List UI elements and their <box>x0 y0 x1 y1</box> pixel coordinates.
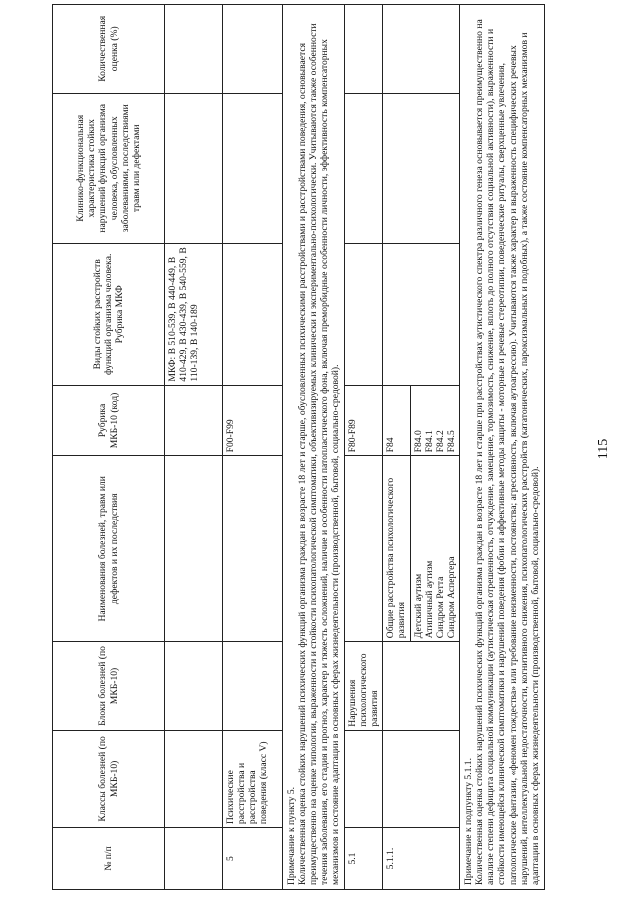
table-row-5-1 <box>345 5 383 890</box>
row511-rubric: F84 <box>383 385 411 456</box>
table-row-top <box>165 5 223 890</box>
note-5-1-1-row <box>460 5 544 890</box>
header-rubric: Рубрика МКБ-10 (код) <box>53 385 165 456</box>
subtypes-codes <box>411 385 460 456</box>
row511-name: Общие расстройства психологического развития <box>383 456 411 642</box>
header-classes: Классы болезней (по МКБ-10) <box>53 730 165 827</box>
header-quant: Количественная оценка (%) <box>53 5 165 94</box>
header-clinical: Клинико-функциональная характеристика стойких нарушений функций организма человека, обусловленных заболеваниями, последствиями травм или дефектами <box>53 93 165 243</box>
table-row-5-1-1 <box>383 5 411 890</box>
note511-title: Примечание к подпункту 5.1.1. <box>463 758 475 885</box>
note511-text: Количественная оценка стойких нарушений психических функций организма граждан в возрасте 18 лет и старше при расстройствах аутистического спектра различного генеза основывается преимущественно на анализе степени дефицита социальной коммуникации (аутистическая отрешенность, отчуждение, замещение, тормозимость, снижение, вплоть до полного отсутствия социальной активности), выраженности и стойкости имеющейся клинической симптоматики и нарушений поведения (фобии и аффективные методы защиты - моторные и речевые стереотипии, поведенческие ритуалы, сверхценные увлечения, патологические фантазии, «феномен тождества» или требование неизменности, постоянства; агрессивность, включая аутоагрессию). Учитываются также характер и выраженность специфических речевых нарушений, интеллектуальной недостаточности, когнитивного снижения, психопатологических расстройств (кататонических, пароксизмальных и подобных), а также состояние компенсаторных механизмов и адаптации в основных сферах жизнедеятельности (производственной, бытовой, социально-средовой). <box>474 19 541 885</box>
list-item: Детский аутизм <box>413 573 425 639</box>
header-num: № п/п <box>53 828 165 890</box>
table-header-row <box>53 5 165 890</box>
list-item: Синдром Ретта <box>435 576 447 639</box>
note-5-row <box>283 5 345 890</box>
list-item: Атипичный аутизм <box>424 560 436 639</box>
row51-block: Нарушения психологического развития <box>345 642 383 731</box>
list-item: F84.2 <box>435 430 447 453</box>
note5-text: Количественная оценка стойких нарушений психических функций организма граждан в возрасте 18 лет и старше, обусловленных психическими расстройствами и расстройствами поведения, основывается преимущественно на оценке типологии, выраженности и стойкости психопатологической симптоматики, объективизируемых клинически и экспериментально-психологически. Учитываются также особенности течения заболевания, его стадия и прогноз, характер и тяжесть осложнений, наличие и особенности патопластического фона, включая преморбидные особенности личности, эффективность компенсаторных механизмов и состояние адаптации в основных сферах жизнедеятельности (производственной, бытовой, социально-средовой). <box>297 23 342 885</box>
list-item: F84.1 <box>424 430 436 453</box>
row5-class: Психические расстройства и расстройства поведения (класс V) <box>223 730 283 827</box>
row51-rubric: F80-F89 <box>345 385 383 456</box>
row51-num: 5.1 <box>345 828 383 890</box>
icf-codes: МКФ: B 510-539, B 440-449, B 410-429, B 430-439, B 540-559, B 110-139, B 140-189 <box>165 243 223 385</box>
subtypes-names <box>411 456 460 642</box>
table-row-5 <box>223 5 283 890</box>
row5-num: 5 <box>223 828 283 890</box>
list-item: F84.0 <box>413 430 425 453</box>
rotated-page <box>52 4 640 890</box>
header-names: Наименования болезней, травм или дефектов и их последствия <box>53 456 165 642</box>
note5-title: Примечание к пункту 5. <box>286 786 297 885</box>
header-types: Виды стойких расстройств функций организма человека. Рубрика МКФ <box>53 243 165 385</box>
row5-rubric: F00-F99 <box>223 385 283 456</box>
row511-num: 5.1.1. <box>383 828 460 890</box>
list-item: F84.5 <box>446 430 458 453</box>
list-item: Синдром Аспергера <box>446 556 458 639</box>
page-number: 115 <box>596 438 612 460</box>
classification-table <box>52 4 545 890</box>
header-blocks: Блоки болезней (по МКБ-10) <box>53 642 165 731</box>
